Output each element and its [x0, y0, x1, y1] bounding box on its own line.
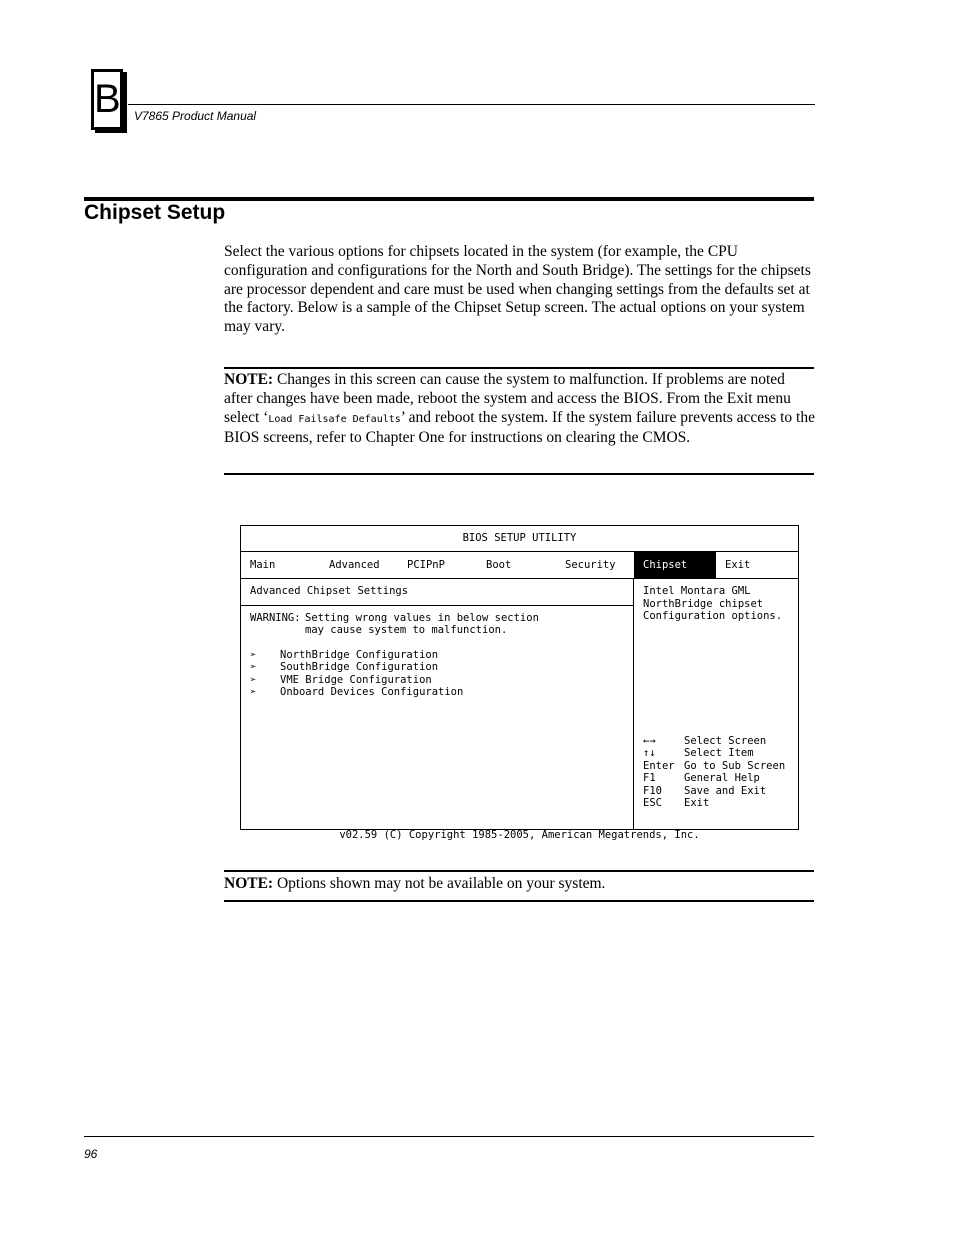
warning-line-1: Setting wrong values in below section [305, 612, 539, 624]
menu-chipset-active[interactable]: Chipset [634, 552, 716, 578]
note-top-rule [224, 367, 814, 369]
note-bottom-rule [224, 473, 814, 475]
menu-exit[interactable]: Exit [725, 559, 751, 571]
note-code: Load Failsafe Defaults [268, 413, 401, 425]
page-number: 96 [84, 1147, 98, 1161]
section-title: Chipset Setup [84, 201, 226, 224]
note2-bottom-rule [224, 900, 814, 902]
key-action-save-exit: Save and Exit [684, 785, 767, 797]
note2-top-rule [224, 870, 814, 872]
left-right-arrows-icon: ←→ [643, 735, 656, 747]
menu-boot[interactable]: Boot [486, 559, 512, 571]
submenu-arrow-icon: ➢ [250, 674, 257, 686]
help-line-2: NorthBridge chipset [643, 598, 764, 610]
item-onboard-devices[interactable]: Onboard Devices Configuration [280, 686, 464, 698]
note-text-2: ’ and reboot the system. If the system failure prevents access to the BIOS screens, refer to Chapter One for instructions on clearing the CMOS. [224, 408, 815, 447]
left-panel-heading: Advanced Chipset Settings [241, 579, 634, 606]
key-action-exit: Exit [684, 797, 710, 809]
key-action-select-item: Select Item [684, 747, 754, 759]
key-enter: Enter [643, 760, 675, 772]
submenu-arrow-icon: ➢ [250, 661, 257, 673]
bios-menu-bar [241, 552, 798, 579]
header-rule [128, 104, 815, 105]
note-paragraph [224, 371, 816, 448]
submenu-arrow-icon: ➢ [250, 649, 257, 661]
key-action-sub-screen: Go to Sub Screen [684, 760, 786, 772]
menu-pcipnp[interactable]: PCIPnP [407, 559, 445, 571]
key-f1: F1 [643, 772, 656, 784]
key-esc: ESC [643, 797, 662, 809]
note2-paragraph [224, 875, 816, 894]
submenu-arrow-icon: ➢ [250, 686, 257, 698]
left-panel [241, 606, 634, 830]
item-southbridge[interactable]: SouthBridge Configuration [280, 661, 439, 673]
manual-title: V7865 Product Manual [134, 109, 257, 123]
intro-paragraph: Select the various options for chipsets located in the system (for example, the CPU configuration and configurations for the North and South Bridge). The settings for the chipsets are processor dependent and care must be used when changing settings from the defaults set at the factory. Below is a sample of the Chipset Setup screen. The actual options on your system may vary. [224, 243, 811, 336]
note2-label: NOTE: [224, 875, 274, 892]
note2-text: Options shown may not be available on your system. [273, 875, 606, 892]
item-northbridge[interactable]: NorthBridge Configuration [280, 649, 439, 661]
help-line-1: Intel Montara GML [643, 585, 751, 597]
menu-security[interactable]: Security [565, 559, 616, 571]
warning-line-2: may cause system to malfunction. [305, 624, 508, 636]
note-text-1: Changes in this screen can cause the system to malfunction. If problems are noted after changes have been made, reboot the system and access the BIOS. From the Exit menu select ‘ [224, 371, 791, 426]
menu-main[interactable]: Main [250, 559, 276, 571]
warning-label: WARNING: [250, 612, 301, 624]
bios-copyright: v02.59 (C) Copyright 1985-2005, American Megatrends, Inc. [339, 829, 700, 841]
bios-screen [240, 525, 799, 830]
key-action-general-help: General Help [684, 772, 760, 784]
key-action-select-screen: Select Screen [684, 735, 767, 747]
menu-advanced[interactable]: Advanced [329, 559, 380, 571]
note-label: NOTE: [224, 371, 274, 388]
item-vme-bridge[interactable]: VME Bridge Configuration [280, 674, 432, 686]
help-line-3: Configuration options. [643, 610, 783, 622]
appendix-letter: B [94, 77, 121, 121]
bios-title: BIOS SETUP UTILITY [241, 526, 798, 552]
key-f10: F10 [643, 785, 662, 797]
appendix-tab [91, 69, 123, 130]
footer-rule [84, 1136, 814, 1137]
up-down-arrows-icon: ↑↓ [643, 747, 656, 759]
help-panel [634, 579, 799, 830]
